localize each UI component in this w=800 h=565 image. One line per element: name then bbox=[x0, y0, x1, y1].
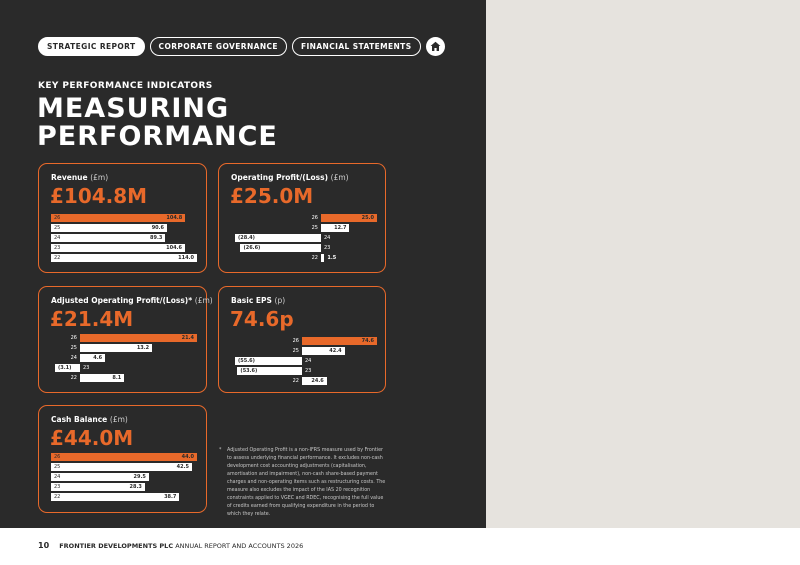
kpi-value: £25.0M bbox=[230, 184, 314, 208]
page-footer bbox=[38, 541, 303, 550]
bar-year-label: 26 bbox=[54, 215, 61, 221]
home-button[interactable] bbox=[426, 37, 445, 56]
bar-value-label: 28.3 bbox=[129, 484, 142, 490]
kpi-title: Basic EPS (p) bbox=[231, 296, 286, 305]
bar-value-label: 8.1 bbox=[112, 375, 122, 381]
bar-year-label: 23 bbox=[304, 368, 312, 374]
kpi-bar-23 bbox=[237, 367, 312, 375]
bar-value-label: 13.2 bbox=[136, 345, 150, 351]
bar-year-label: 23 bbox=[54, 245, 61, 251]
bar-value-label: (3.1) bbox=[58, 365, 72, 371]
bar-year-label: 23 bbox=[83, 365, 90, 371]
kpi-bar-26 bbox=[51, 214, 185, 222]
kpi-bar-22 bbox=[51, 254, 197, 262]
kpi-bar-26 bbox=[292, 337, 377, 345]
bar-value-label: (55.6) bbox=[238, 358, 255, 364]
bar-year-label: 22 bbox=[292, 378, 299, 384]
page-number: 10 bbox=[38, 541, 50, 550]
bar-value-label: 89.3 bbox=[150, 235, 163, 241]
footnote-text: Adjusted Operating Profit is a non-IFRS measure used by Frontier to assess underlying financial performance. It excludes non-cash development cost accounting adjustments (capitalisation, amortisation and impairment), non-cash share-based payment charges and non-operating items such as restructuring costs. The measure also excludes the impact of the IAS 20 recognition constraints applied to VGEC and RDEC, recognising the full value of credits earned from qualifying expenditure in the period to which they relate. bbox=[227, 448, 386, 517]
kpi-bar-25 bbox=[51, 224, 167, 232]
bar-value-label: 29.5 bbox=[133, 474, 146, 480]
kpi-bar-24 bbox=[235, 234, 331, 242]
kpi-bar-24 bbox=[51, 234, 165, 242]
kpi-title: Operating Profit/(Loss) (£m) bbox=[231, 173, 349, 182]
kpi-bar-22 bbox=[51, 493, 179, 501]
bar-year-label: 25 bbox=[70, 345, 77, 351]
home-icon bbox=[430, 41, 441, 52]
kpi-bar-22 bbox=[311, 254, 337, 262]
bar-value-label: (26.6) bbox=[243, 245, 261, 251]
bar-year-label: 26 bbox=[54, 454, 61, 460]
bar-value-label: (28.4) bbox=[238, 235, 255, 241]
kpi-card-cash-balance bbox=[38, 405, 207, 513]
bar-year-label: 24 bbox=[324, 235, 331, 241]
kpi-bar-23 bbox=[51, 483, 145, 491]
bar-value-label: 12.7 bbox=[334, 225, 347, 231]
page-title bbox=[37, 95, 278, 151]
bar-year-label: 24 bbox=[54, 235, 61, 241]
bar-year-label: 23 bbox=[323, 245, 331, 251]
kpi-bar-24 bbox=[235, 357, 312, 365]
bar-value-label: 42.4 bbox=[329, 348, 342, 354]
page-title-line-2: PERFORMANCE bbox=[37, 121, 278, 152]
bar-year-label: 22 bbox=[54, 494, 61, 500]
kpi-bar-26 bbox=[70, 334, 197, 342]
bar-value-label: 24.6 bbox=[311, 378, 324, 384]
bar-value-label: 4.6 bbox=[93, 355, 103, 361]
footnote bbox=[219, 447, 389, 519]
kpi-bar-26 bbox=[51, 453, 197, 461]
kpi-bar-23 bbox=[55, 364, 90, 372]
section-nav bbox=[38, 37, 445, 56]
kpi-title: Revenue (£m) bbox=[51, 173, 109, 182]
bar-year-label: 25 bbox=[54, 225, 61, 231]
company-name: FRONTIER DEVELOPMENTS PLC bbox=[59, 542, 174, 550]
bar-value-label: 21.4 bbox=[181, 335, 194, 341]
bar-value-label: 90.6 bbox=[151, 225, 165, 231]
kpi-value: 74.6p bbox=[230, 307, 294, 331]
bar-value-label: 1.5 bbox=[327, 255, 337, 261]
nav-strategic-report[interactable]: STRATEGIC REPORT bbox=[38, 37, 145, 56]
bar-year-label: 26 bbox=[292, 338, 299, 344]
bar-value-label: 114.0 bbox=[178, 255, 194, 261]
nav-financial-statements[interactable]: FINANCIAL STATEMENTS bbox=[292, 37, 421, 56]
kpi-bar-25 bbox=[292, 347, 345, 355]
kpi-title: Cash Balance (£m) bbox=[51, 415, 128, 424]
bar-value-label: 25.0 bbox=[361, 215, 374, 221]
bar-value-label: 74.6 bbox=[361, 338, 374, 344]
bar-value-label: 104.8 bbox=[166, 215, 183, 221]
bar-year-label: 22 bbox=[54, 255, 61, 261]
bar-year-label: 24 bbox=[70, 355, 77, 361]
bar-year-label: 22 bbox=[70, 375, 77, 381]
bar-value-label: 42.5 bbox=[176, 464, 190, 470]
kpi-bar-24 bbox=[51, 473, 149, 481]
kpi-bar-26 bbox=[311, 214, 377, 222]
kpi-value: £44.0M bbox=[50, 426, 134, 450]
bar-year-label: 25 bbox=[292, 348, 299, 354]
kpi-card-revenue bbox=[38, 163, 207, 273]
kpi-bar-23 bbox=[51, 244, 185, 252]
side-panel bbox=[486, 0, 800, 528]
bar-value-label: 44.0 bbox=[181, 454, 194, 460]
nav-corporate-governance[interactable]: CORPORATE GOVERNANCE bbox=[150, 37, 287, 56]
section-kicker: KEY PERFORMANCE INDICATORS bbox=[38, 81, 213, 91]
bar-year-label: 24 bbox=[305, 358, 312, 364]
kpi-bar-23 bbox=[240, 244, 331, 252]
bar-value-label: 38.7 bbox=[164, 494, 177, 500]
kpi-value: £21.4M bbox=[50, 307, 134, 331]
bar-year-label: 22 bbox=[311, 255, 318, 261]
kpi-bar-22 bbox=[292, 377, 327, 385]
bar-year-label: 25 bbox=[311, 225, 318, 231]
bar-year-label: 24 bbox=[54, 474, 61, 480]
kpi-bar-22 bbox=[70, 374, 124, 382]
page-title-line-1: MEASURING bbox=[37, 93, 230, 124]
kpi-card-basic-eps bbox=[218, 286, 386, 393]
kpi-card-adjusted-operating-profit bbox=[38, 286, 213, 393]
bar-value-label: (53.6) bbox=[240, 368, 258, 374]
kpi-bar-25 bbox=[51, 463, 192, 471]
document-name: ANNUAL REPORT AND ACCOUNTS 2026 bbox=[175, 542, 304, 550]
bar-year-label: 23 bbox=[54, 484, 61, 490]
kpi-bar-25 bbox=[311, 224, 349, 232]
kpi-card-operating-profit bbox=[218, 163, 386, 273]
kpi-title: Adjusted Operating Profit/(Loss)* (£m) bbox=[51, 296, 213, 305]
footnote-marker: * bbox=[219, 448, 222, 453]
kpi-bar-24 bbox=[70, 354, 105, 362]
kpi-bar-25 bbox=[70, 344, 152, 352]
bar-year-label: 25 bbox=[54, 464, 61, 470]
bar-year-label: 26 bbox=[70, 335, 77, 341]
bar-year-label: 26 bbox=[311, 215, 318, 221]
kpi-value: £104.8M bbox=[50, 184, 148, 208]
bar-value-label: 104.6 bbox=[166, 245, 182, 251]
